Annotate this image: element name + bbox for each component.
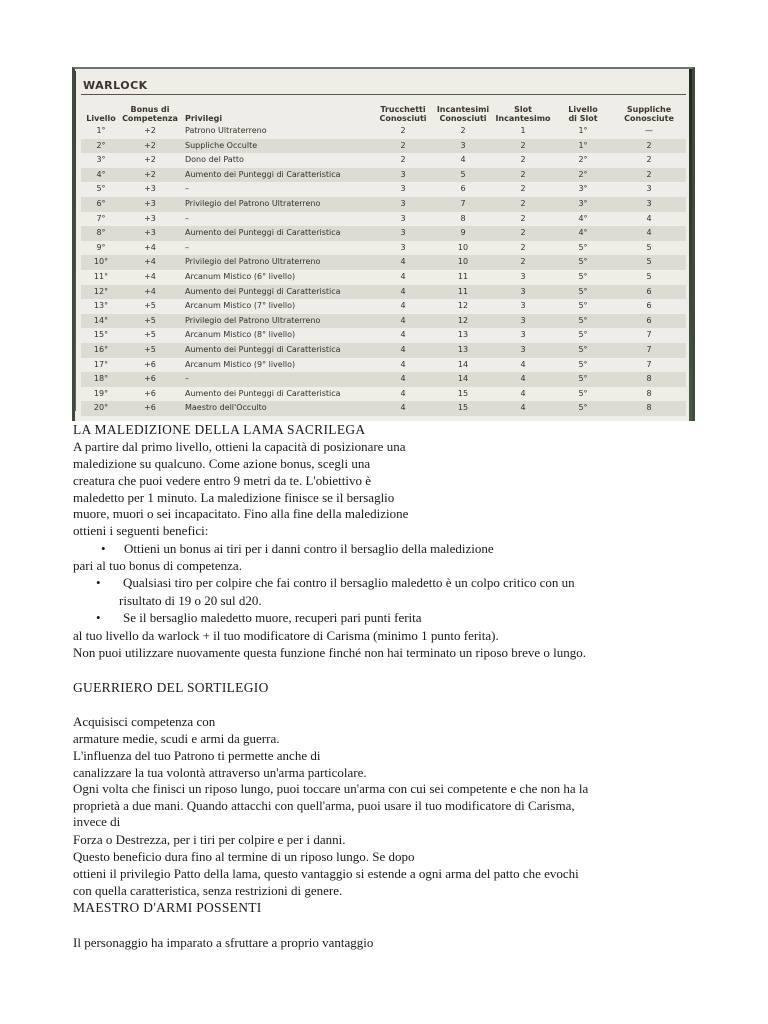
cell-livello: 12° bbox=[93, 286, 109, 296]
cell-trucchetti: 4 bbox=[400, 344, 406, 354]
paragraph-line: ottieni il privilegio Patto della lama, questo vantaggio si estende a ogni arma del patto che evochi bbox=[73, 866, 579, 881]
cell-bonus: +2 bbox=[144, 140, 156, 150]
section-heading-maledizione: LA MALEDIZIONE DELLA LAMA SACRILEGA bbox=[73, 422, 366, 437]
cell-privilegi: Arcanum Mistico (7° livello) bbox=[185, 301, 296, 311]
cell-incantesimi: 15 bbox=[457, 403, 469, 413]
cell-incantesimi: 8 bbox=[460, 213, 466, 223]
cell-incantesimi: 14 bbox=[457, 374, 469, 384]
cell-livello: 8° bbox=[96, 228, 106, 238]
cell-livello-slot: 5° bbox=[578, 286, 588, 296]
cell-suppliche: 3 bbox=[646, 198, 652, 208]
table-row bbox=[81, 139, 686, 154]
paragraph-line: con quella caratteristica, senza restrizioni di genere. bbox=[73, 883, 343, 898]
cell-incantesimi: 9 bbox=[460, 228, 466, 238]
cell-livello: 20° bbox=[93, 403, 109, 413]
paragraph-line: al tuo livello da warlock + il tuo modificatore di Carisma (minimo 1 punto ferita). bbox=[73, 628, 499, 643]
table-row bbox=[81, 270, 686, 285]
cell-suppliche: 6 bbox=[646, 315, 652, 325]
cell-livello-slot: 2° bbox=[578, 169, 588, 179]
cell-trucchetti: 3 bbox=[400, 242, 406, 252]
table-row bbox=[81, 314, 686, 329]
title-divider bbox=[81, 94, 686, 95]
cell-trucchetti: 3 bbox=[400, 169, 406, 179]
cell-incantesimi: 13 bbox=[457, 344, 469, 354]
cell-bonus: +6 bbox=[144, 359, 156, 369]
cell-slot: 2 bbox=[520, 184, 526, 194]
paragraph-line: Ogni volta che finisci un riposo lungo, puoi toccare un'arma con cui sei competente e che non ha la bbox=[73, 781, 589, 796]
cell-slot: 3 bbox=[520, 315, 526, 325]
cell-trucchetti: 3 bbox=[400, 198, 406, 208]
cell-livello: 9° bbox=[96, 242, 106, 252]
table-row bbox=[81, 343, 686, 358]
cell-livello-slot: 2° bbox=[578, 155, 588, 165]
header-slot-l1: Slot bbox=[514, 105, 532, 114]
paragraph-line: Non puoi utilizzare nuovamente questa funzione finché non hai terminato un riposo breve o lungo. bbox=[73, 645, 586, 660]
header-slot bbox=[493, 105, 553, 123]
cell-bonus: +2 bbox=[144, 155, 156, 165]
cell-incantesimi: 15 bbox=[457, 388, 469, 398]
section-heading-maestro: MAESTRO D'ARMI POSSENTI bbox=[73, 900, 262, 915]
table-row bbox=[81, 285, 686, 300]
paragraph-line: canalizzare la tua volontà attraverso un'arma particolare. bbox=[73, 765, 367, 780]
cell-slot: 1 bbox=[520, 126, 526, 135]
bullet-item-1: Ottieni un bonus ai tiri per i danni contro il bersaglio della maledizione bbox=[124, 541, 494, 556]
cell-trucchetti: 4 bbox=[400, 315, 406, 325]
cell-livello: 3° bbox=[96, 155, 106, 165]
bullet-item-1-continuation: pari al tuo bonus di competenza. bbox=[73, 558, 242, 573]
header-incantesimi-l2: Conosciuti bbox=[439, 114, 487, 123]
cell-incantesimi: 10 bbox=[457, 242, 469, 252]
cell-privilegi: Arcanum Mistico (6° livello) bbox=[185, 271, 296, 281]
cell-livello-slot: 5° bbox=[578, 374, 588, 384]
cell-suppliche: 7 bbox=[646, 344, 652, 354]
bullet-marker: • bbox=[96, 610, 101, 625]
cell-livello-slot: 1° bbox=[578, 140, 588, 150]
cell-bonus: +2 bbox=[144, 169, 156, 179]
paragraph-line: Questo beneficio dura fino al termine di un riposo lungo. Se dopo bbox=[73, 849, 415, 864]
cell-trucchetti: 4 bbox=[400, 271, 406, 281]
cell-trucchetti: 2 bbox=[400, 155, 406, 165]
cell-livello-slot: 5° bbox=[578, 344, 588, 354]
table-row bbox=[81, 255, 686, 270]
cell-suppliche: 2 bbox=[646, 155, 652, 165]
cell-livello-slot: 5° bbox=[578, 257, 588, 267]
header-privilegi: Privilegi bbox=[185, 114, 223, 123]
cell-livello-slot: 5° bbox=[578, 403, 588, 413]
cell-livello: 10° bbox=[93, 257, 109, 267]
table-row bbox=[81, 212, 686, 227]
cell-bonus: +6 bbox=[144, 374, 156, 384]
cell-bonus: +6 bbox=[144, 388, 156, 398]
cell-trucchetti: 2 bbox=[400, 126, 406, 135]
cell-bonus: +4 bbox=[144, 271, 156, 281]
cell-suppliche: — bbox=[645, 126, 653, 135]
cell-livello-slot: 4° bbox=[578, 213, 588, 223]
cell-trucchetti: 4 bbox=[400, 330, 406, 340]
cell-slot: 2 bbox=[520, 213, 526, 223]
cell-slot: 2 bbox=[520, 242, 526, 252]
cell-slot: 2 bbox=[520, 198, 526, 208]
cell-livello-slot: 5° bbox=[578, 301, 588, 311]
header-trucchetti-l1: Trucchetti bbox=[380, 105, 426, 114]
cell-livello: 2° bbox=[96, 140, 106, 150]
cell-livello: 13° bbox=[93, 301, 109, 311]
cell-privilegi: Patrono Ultraterreno bbox=[185, 126, 267, 135]
paragraph-line: proprietà a due mani. Quando attacchi con quell'arma, puoi usare il tuo modificatore di Carisma, bbox=[73, 798, 575, 813]
cell-privilegi: – bbox=[185, 213, 189, 223]
cell-trucchetti: 4 bbox=[400, 257, 406, 267]
header-livello-slot-l2: di Slot bbox=[568, 114, 598, 123]
cell-trucchetti: 4 bbox=[400, 359, 406, 369]
table-row bbox=[81, 197, 686, 212]
cell-slot: 2 bbox=[520, 228, 526, 238]
cell-privilegi: Arcanum Mistico (8° livello) bbox=[185, 330, 296, 340]
cell-incantesimi: 14 bbox=[457, 359, 469, 369]
bullet-item-2-continuation: risultato di 19 o 20 sul d20. bbox=[119, 593, 262, 608]
cell-privilegi: Aumento dei Punteggi di Caratteristica bbox=[185, 344, 341, 354]
cell-livello: 6° bbox=[96, 198, 106, 208]
table-row bbox=[81, 358, 686, 373]
cell-livello-slot: 5° bbox=[578, 271, 588, 281]
cell-livello: 18° bbox=[93, 374, 109, 384]
cell-privilegi: Aumento dei Punteggi di Caratteristica bbox=[185, 388, 341, 398]
cell-livello-slot: 5° bbox=[578, 315, 588, 325]
cell-trucchetti: 4 bbox=[400, 301, 406, 311]
cell-bonus: +4 bbox=[144, 242, 156, 252]
section-heading-guerriero: GUERRIERO DEL SORTILEGIO bbox=[73, 680, 269, 695]
cell-privilegi: Suppliche Occulte bbox=[185, 140, 258, 150]
cell-bonus: +4 bbox=[144, 286, 156, 296]
cell-suppliche: 3 bbox=[646, 184, 652, 194]
cell-bonus: +5 bbox=[144, 344, 156, 354]
header-bonus-l1: Bonus di bbox=[130, 105, 170, 114]
cell-suppliche: 7 bbox=[646, 330, 652, 340]
bullet-item-2: Qualsiasi tiro per colpire che fai contro il bersaglio maledetto è un colpo critico con un bbox=[123, 575, 575, 590]
cell-slot: 4 bbox=[520, 403, 526, 413]
cell-livello-slot: 3° bbox=[578, 184, 588, 194]
cell-slot: 4 bbox=[520, 374, 526, 384]
cell-incantesimi: 12 bbox=[457, 301, 469, 311]
header-livello: Livello bbox=[86, 114, 116, 123]
paragraph-line: muore, muori o sei incapacitato. Fino alla fine della maledizione bbox=[73, 506, 409, 521]
table-row bbox=[81, 241, 686, 256]
paragraph-line: Forza o Destrezza, per i tiri per colpire e per i danni. bbox=[73, 832, 346, 847]
table-row bbox=[81, 299, 686, 314]
cell-incantesimi: 11 bbox=[457, 286, 469, 296]
paragraph-line: armature medie, scudi e armi da guerra. bbox=[73, 731, 280, 746]
paragraph-line: A partire dal primo livello, ottieni la capacità di posizionare una bbox=[73, 439, 406, 454]
cell-livello: 5° bbox=[96, 184, 106, 194]
paragraph-line: invece di bbox=[73, 814, 121, 829]
paragraph-line: ottieni i seguenti benefici: bbox=[73, 523, 209, 538]
cell-livello: 17° bbox=[93, 359, 109, 369]
header-incantesimi-l1: Incantesimi bbox=[436, 105, 490, 114]
cell-suppliche: 5 bbox=[646, 257, 652, 267]
header-livello-slot bbox=[553, 105, 613, 123]
header-suppliche-l2: Conosciute bbox=[624, 114, 674, 123]
paragraph-line: L'influenza del tuo Patrono ti permette anche di bbox=[73, 748, 321, 763]
cell-suppliche: 6 bbox=[646, 301, 652, 311]
cell-incantesimi: 11 bbox=[457, 271, 469, 281]
header-suppliche bbox=[613, 105, 685, 123]
header-trucchetti-l2: Conosciuti bbox=[379, 114, 427, 123]
cell-trucchetti: 2 bbox=[400, 140, 406, 150]
header-trucchetti bbox=[373, 105, 433, 123]
cell-slot: 3 bbox=[520, 271, 526, 281]
cell-suppliche: 6 bbox=[646, 286, 652, 296]
header-bonus bbox=[121, 105, 179, 123]
cell-incantesimi: 6 bbox=[460, 184, 466, 194]
cell-incantesimi: 5 bbox=[460, 169, 466, 179]
cell-slot: 3 bbox=[520, 286, 526, 296]
cell-incantesimi: 13 bbox=[457, 330, 469, 340]
cell-slot: 3 bbox=[520, 344, 526, 354]
cell-slot: 4 bbox=[520, 359, 526, 369]
cell-livello: 19° bbox=[93, 388, 109, 398]
cell-livello: 7° bbox=[96, 213, 106, 223]
table-row bbox=[81, 124, 686, 139]
paragraph-line: Acquisisci competenza con bbox=[73, 714, 216, 729]
table-row bbox=[81, 372, 686, 387]
cell-livello-slot: 5° bbox=[578, 330, 588, 340]
cell-bonus: +3 bbox=[144, 228, 156, 238]
cell-livello-slot: 3° bbox=[578, 198, 588, 208]
cell-suppliche: 8 bbox=[646, 388, 652, 398]
cell-privilegi: Privilegio del Patrono Ultraterreno bbox=[185, 198, 321, 208]
cell-bonus: +3 bbox=[144, 198, 156, 208]
warlock-table bbox=[72, 67, 695, 421]
cell-livello: 15° bbox=[93, 330, 109, 340]
cell-incantesimi: 2 bbox=[460, 126, 466, 135]
cell-privilegi: Privilegio del Patrono Ultraterreno bbox=[185, 257, 321, 267]
cell-incantesimi: 10 bbox=[457, 257, 469, 267]
paragraph-line: maledetto per 1 minuto. La maledizione finisce se il bersaglio bbox=[73, 490, 395, 505]
cell-incantesimi: 3 bbox=[460, 140, 466, 150]
paragraph-line: creatura che puoi vedere entro 9 metri da te. L'obiettivo è bbox=[73, 473, 371, 488]
cell-trucchetti: 3 bbox=[400, 213, 406, 223]
cell-bonus: +2 bbox=[144, 126, 156, 135]
paragraph-line: maledizione su qualcuno. Come azione bonus, scegli una bbox=[73, 456, 371, 471]
cell-slot: 2 bbox=[520, 169, 526, 179]
cell-livello-slot: 4° bbox=[578, 228, 588, 238]
header-suppliche-l1: Suppliche bbox=[626, 105, 672, 114]
table-title: WARLOCK bbox=[83, 79, 148, 92]
cell-bonus: +5 bbox=[144, 330, 156, 340]
cell-suppliche: 2 bbox=[646, 140, 652, 150]
cell-suppliche: 8 bbox=[646, 403, 652, 413]
cell-privilegi: Dono del Patto bbox=[185, 155, 244, 165]
header-slot-l2: Incantesimo bbox=[495, 114, 551, 123]
cell-suppliche: 4 bbox=[646, 228, 652, 238]
cell-privilegi: Maestro dell'Occulto bbox=[185, 403, 267, 413]
cell-incantesimi: 4 bbox=[460, 155, 466, 165]
cell-slot: 3 bbox=[520, 301, 526, 311]
cell-privilegi: Aumento dei Punteggi di Caratteristica bbox=[185, 169, 341, 179]
bullet-marker: • bbox=[101, 541, 106, 556]
cell-livello: 16° bbox=[93, 344, 109, 354]
cell-slot: 3 bbox=[520, 330, 526, 340]
table-row bbox=[81, 153, 686, 168]
cell-livello-slot: 5° bbox=[578, 242, 588, 252]
cell-suppliche: 7 bbox=[646, 359, 652, 369]
header-bonus-l2: Competenza bbox=[122, 114, 178, 123]
cell-livello: 4° bbox=[96, 169, 106, 179]
table-row bbox=[81, 182, 686, 197]
cell-bonus: +6 bbox=[144, 403, 156, 413]
cell-slot: 4 bbox=[520, 388, 526, 398]
cell-privilegi: Aumento dei Punteggi di Caratteristica bbox=[185, 286, 341, 296]
table-row bbox=[81, 387, 686, 402]
cell-livello-slot: 1° bbox=[578, 126, 588, 135]
cell-trucchetti: 3 bbox=[400, 228, 406, 238]
cell-slot: 2 bbox=[520, 155, 526, 165]
cell-incantesimi: 7 bbox=[460, 198, 466, 208]
cell-privilegi: – bbox=[185, 184, 189, 194]
cell-incantesimi: 12 bbox=[457, 315, 469, 325]
cell-bonus: +5 bbox=[144, 315, 156, 325]
cell-suppliche: 8 bbox=[646, 374, 652, 384]
cell-privilegi: Aumento dei Punteggi di Caratteristica bbox=[185, 228, 341, 238]
cell-suppliche: 2 bbox=[646, 169, 652, 179]
cell-livello-slot: 5° bbox=[578, 388, 588, 398]
cell-bonus: +3 bbox=[144, 213, 156, 223]
cell-bonus: +4 bbox=[144, 257, 156, 267]
cell-suppliche: 5 bbox=[646, 271, 652, 281]
bullet-item-3: Se il bersaglio maledetto muore, recuperi pari punti ferita bbox=[123, 610, 422, 625]
header-incantesimi bbox=[433, 105, 493, 123]
cell-slot: 2 bbox=[520, 140, 526, 150]
header-livello-slot-l1: Livello bbox=[568, 105, 598, 114]
cell-privilegi: Arcanum Mistico (9° livello) bbox=[185, 359, 296, 369]
cell-trucchetti: 4 bbox=[400, 388, 406, 398]
cell-bonus: +5 bbox=[144, 301, 156, 311]
cell-bonus: +3 bbox=[144, 184, 156, 194]
cell-privilegi: Privilegio del Patrono Ultraterreno bbox=[185, 315, 321, 325]
cell-slot: 2 bbox=[520, 257, 526, 267]
bullet-marker: • bbox=[96, 575, 101, 590]
table-body bbox=[81, 124, 686, 416]
cell-livello: 14° bbox=[93, 315, 109, 325]
cell-privilegi: – bbox=[185, 374, 189, 384]
cell-trucchetti: 4 bbox=[400, 374, 406, 384]
cell-trucchetti: 3 bbox=[400, 184, 406, 194]
cell-suppliche: 5 bbox=[646, 242, 652, 252]
cell-livello: 11° bbox=[93, 271, 109, 281]
cell-trucchetti: 4 bbox=[400, 286, 406, 296]
table-row bbox=[81, 328, 686, 343]
cell-suppliche: 4 bbox=[646, 213, 652, 223]
cell-livello-slot: 5° bbox=[578, 359, 588, 369]
table-row bbox=[81, 401, 686, 416]
cell-trucchetti: 4 bbox=[400, 403, 406, 413]
table-header bbox=[81, 96, 686, 124]
cell-privilegi: – bbox=[185, 242, 189, 252]
table-row bbox=[81, 226, 686, 241]
table-row bbox=[81, 168, 686, 183]
cell-livello: 1° bbox=[96, 126, 106, 135]
paragraph-line: Il personaggio ha imparato a sfruttare a proprio vantaggio bbox=[73, 935, 374, 950]
